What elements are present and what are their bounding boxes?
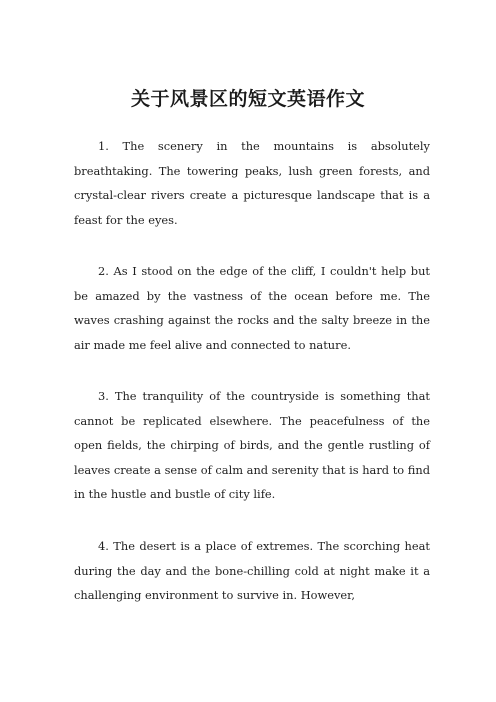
document-title: 关于风景区的短文英语作文 [130,88,365,110]
paragraph-2: 2. As I stood on the edge of the cliff, I couldn't help but be amazed by the vastness of the ocean before me. The waves crashing against the rocks and the salty breeze in the air made me feel alive and connected to nature. [74,264,430,352]
paragraph-3: 3. The tranquility of the countryside is something that cannot be replicated elsewhere. The peacefulness of the open fields, the chirping of birds, and the gentle rustling of leaves create a sense of calm and serenity that is hard to find in the hustle and bustle of city life. [74,389,430,502]
paragraph-4: 4. The desert is a place of extremes. The scorching heat during the day and the bone-chilling cold at night make it a challenging environment to survive in. However, [74,539,430,603]
paragraph-1: 1. The scenery in the mountains is absolutely breathtaking. The towering peaks, lush green forests, and crystal-clear rivers create a picturesque landscape that is a feast for the eyes. [74,139,430,227]
